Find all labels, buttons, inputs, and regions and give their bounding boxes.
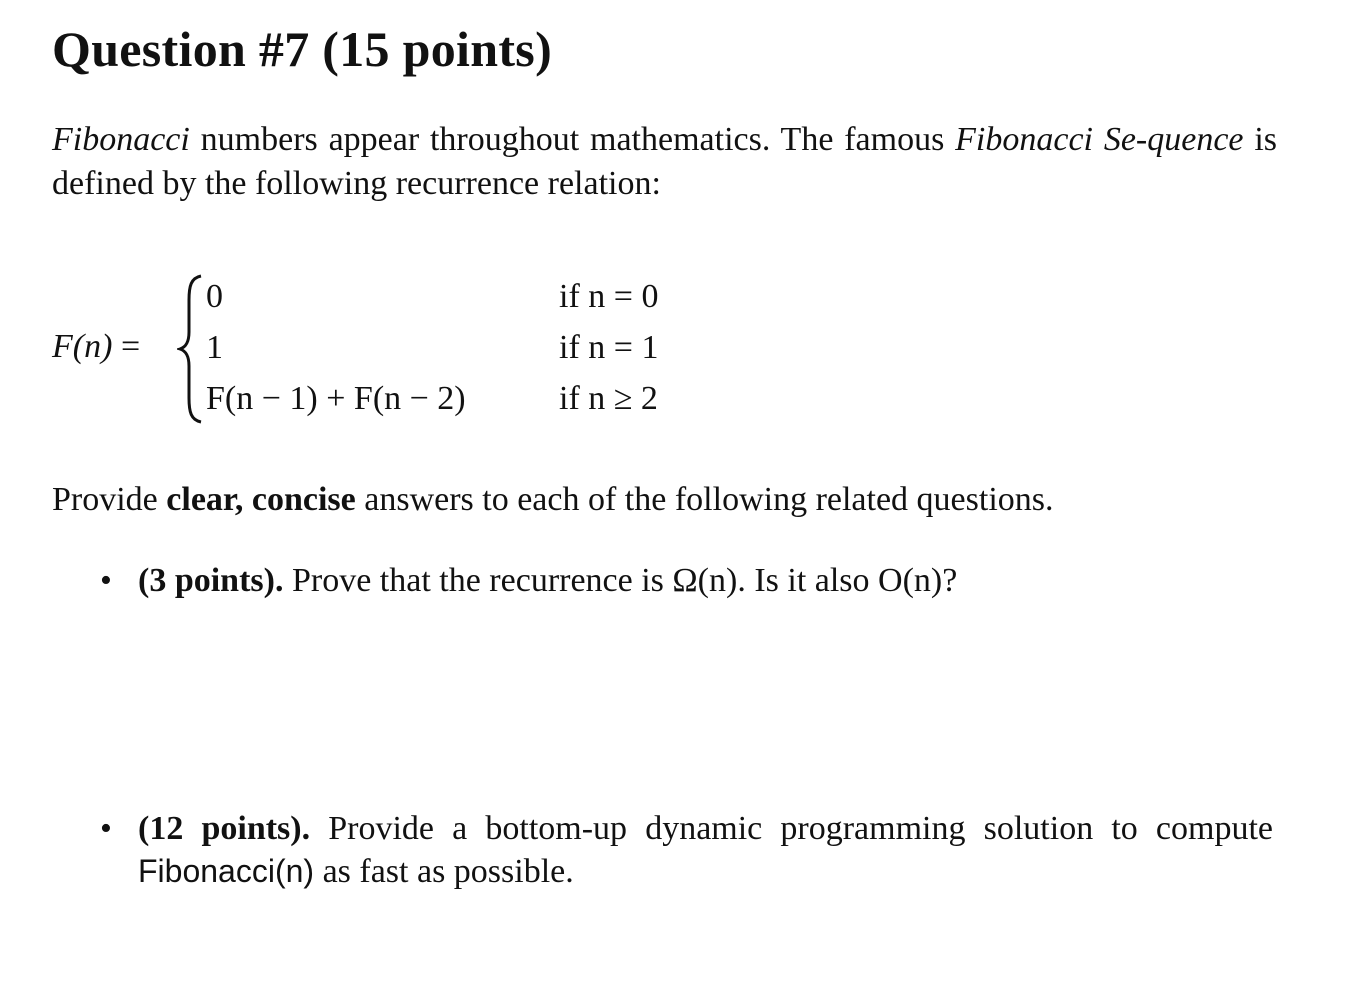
question-2-points: (12 points). (138, 810, 311, 847)
case-condition-2: if n ≥ 2 (559, 380, 658, 417)
question-1-text (138, 560, 1273, 602)
instruction-line (52, 478, 1054, 522)
equation-lhs (52, 328, 140, 366)
bullet-icon: • (100, 810, 112, 847)
intro-paragraph (52, 118, 1277, 206)
question-2-text (138, 808, 1273, 893)
case-condition-0: if n = 0 (559, 278, 659, 315)
intro-italic-sequence: Fibonacci Se-quence (955, 121, 1244, 158)
intro-text-b: is defined by the following recurrence relation: (52, 121, 1278, 202)
list-item (100, 808, 1275, 898)
intro-text-a: numbers appear throughout mathematics. The famous (189, 121, 956, 158)
case-value-1: 1 (206, 329, 223, 366)
instruction-pre: Provide (52, 481, 167, 518)
question-2-code: Fibonacci(n) (138, 853, 315, 889)
question-heading: Question #7 (15 points) (52, 21, 553, 77)
case-value-0: 0 (206, 278, 223, 315)
instruction-bold: clear, concise (166, 481, 356, 518)
question-1-body: Prove that the recurrence is Ω(n). Is it also O(n)? (283, 562, 958, 599)
case-condition-1: if n = 1 (559, 329, 659, 366)
list-item (100, 560, 1275, 604)
equals-sign: = (120, 328, 141, 365)
question-2-body-b: as fast as possible. (314, 853, 574, 890)
lhs-argument: (n) (72, 328, 113, 365)
instruction-post: answers to each of the following related questions. (355, 481, 1054, 518)
recurrence-equation (52, 270, 752, 430)
intro-italic-term: Fibonacci (52, 121, 190, 158)
lhs-function: F (52, 328, 73, 365)
question-2-body-a: Provide a bottom-up dynamic programming solution to compute (310, 810, 1273, 847)
bullet-icon: • (100, 562, 112, 599)
cases-brace-icon (177, 274, 207, 424)
question-1-points: (3 points). (138, 562, 284, 599)
case-value-2: F(n − 1) + F(n − 2) (206, 380, 466, 417)
